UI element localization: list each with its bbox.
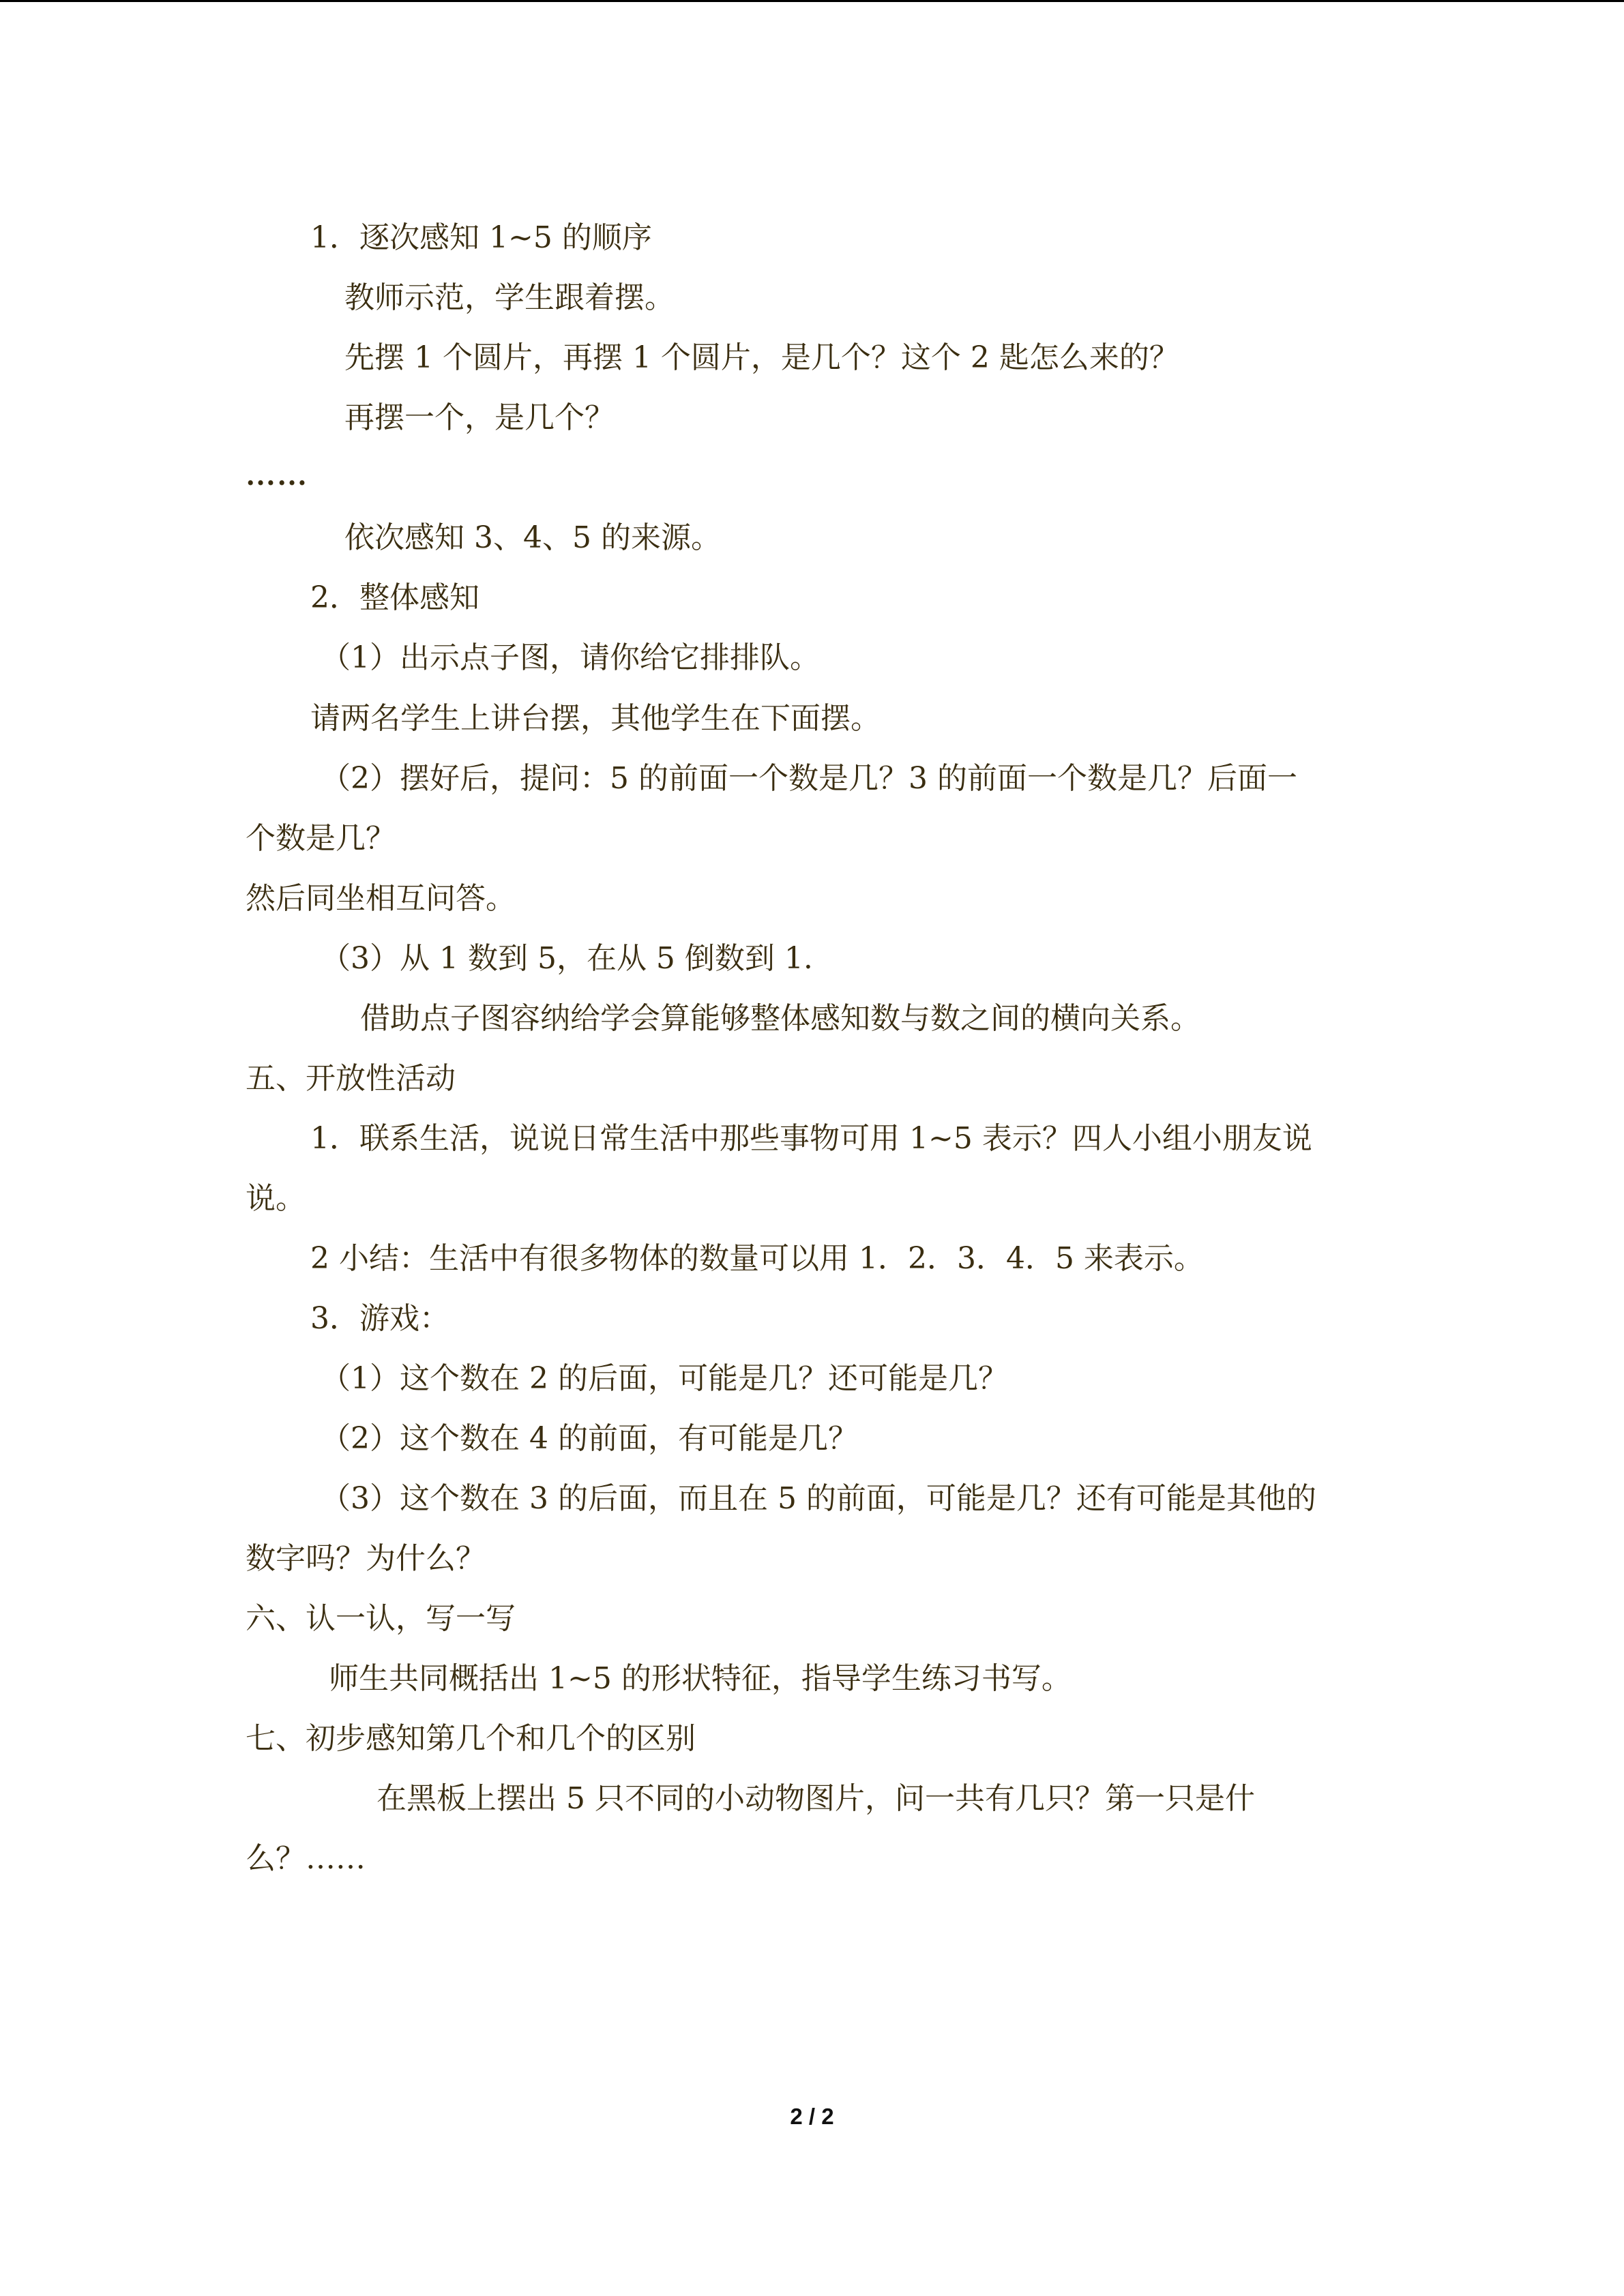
paragraph-line: 3．游戏： xyxy=(310,1301,449,1336)
paragraph-line: 依次感知 3、4、5 的来源。 xyxy=(344,520,721,555)
paragraph-line: 师生共同概括出 1~5 的形状特征，指导学生练习书写。 xyxy=(329,1661,1072,1696)
paragraph-line: 再摆一个，是几个？ xyxy=(344,400,615,435)
paragraph-line: （3）从 1 数到 5，在从 5 倒数到 1. xyxy=(321,941,813,976)
section-heading-6: 六、认一认，写一写 xyxy=(246,1601,516,1636)
paragraph-line: （2）摆好后，提问：5 的前面一个数是几？3 的前面一个数是几？后面一 xyxy=(321,761,1297,796)
paragraph-line: （1）出示点子图，请你给它排排队。 xyxy=(321,640,820,675)
page-number: 2 / 2 xyxy=(790,2104,834,2129)
paragraph-line: 说。 xyxy=(246,1181,306,1216)
paragraph-line: （1）这个数在 2 的后面，可能是几？还可能是几？ xyxy=(321,1361,1008,1396)
section-heading-5: 五、开放性活动 xyxy=(246,1061,456,1096)
paragraph-line: （2）这个数在 4 的前面，有可能是几？ xyxy=(321,1421,858,1456)
paragraph-line: 在黑板上摆出 5 只不同的小动物图片，问一共有几只？第一只是什 xyxy=(377,1781,1255,1816)
step-2-heading: 2．整体感知 xyxy=(310,580,479,615)
ellipsis: …… xyxy=(246,458,308,492)
paragraph-line: 然后同坐相互问答。 xyxy=(246,881,516,916)
paragraph-line: 请两名学生上讲台摆，其他学生在下面摆。 xyxy=(310,701,881,736)
section-heading-7: 七、初步感知第几个和几个的区别 xyxy=(246,1721,696,1756)
paragraph-line: 2 小结：生活中有很多物体的数量可以用 1．2．3．4．5 来表示。 xyxy=(310,1241,1204,1276)
paragraph-line: 么？…… xyxy=(246,1841,366,1876)
step-1-heading: 1．逐次感知 1~5 的顺序 xyxy=(310,220,652,255)
paragraph-line: 1．联系生活，说说日常生活中那些事物可用 1~5 表示？四人小组小朋友说 xyxy=(310,1121,1312,1156)
paragraph-line: 个数是几？ xyxy=(246,821,396,856)
paragraph-line: 借助点子图容纳给学会算能够整体感知数与数之间的横向关系。 xyxy=(360,1001,1200,1036)
paragraph-line: （3）这个数在 3 的后面，而且在 5 的前面，可能是几？还有可能是其他的 xyxy=(321,1481,1316,1516)
paragraph-line: 数字吗？为什么？ xyxy=(246,1541,486,1576)
paragraph-line: 先摆 1 个圆片，再摆 1 个圆片，是几个？这个 2 匙怎么来的？ xyxy=(344,340,1179,375)
paragraph-line: 教师示范，学生跟着摆。 xyxy=(344,280,675,315)
